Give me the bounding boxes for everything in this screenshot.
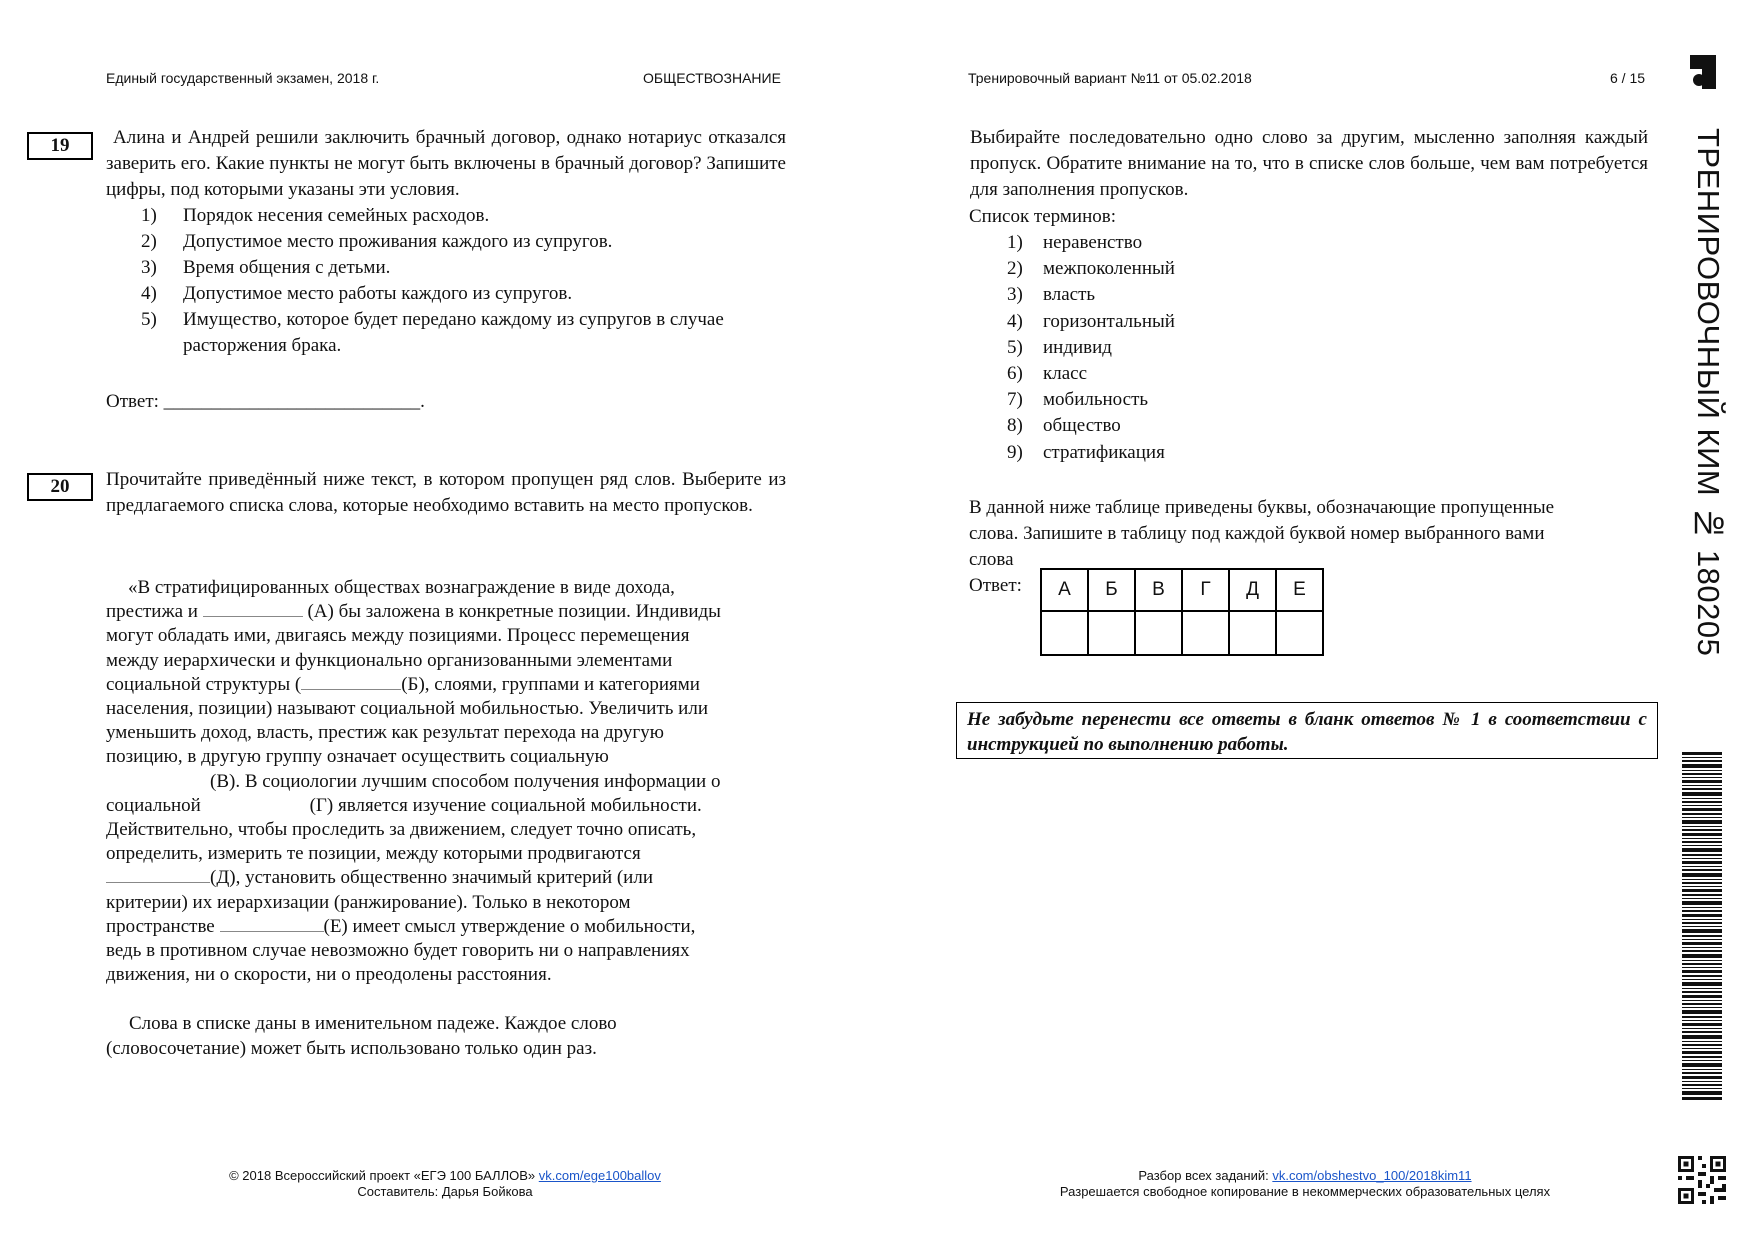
footer-left [205,1168,685,1200]
list-item: 7) мобильность [1007,389,1149,411]
table-instructions-line3: слова [969,549,1014,570]
footer-analysis-label: Разбор всех заданий: [1138,1168,1269,1183]
answer-cell[interactable] [1135,611,1182,655]
footer-author: Составитель: Дарья Бойкова [357,1184,533,1199]
letter-cell: Е [1276,569,1323,611]
question-19-text: Алина и Андрей решили заключить брачный договор, однако нотариус отказался заверить его. Какие пункты не могут быть включены в брачный договор? Запишите цифры, под которыми указаны эти условия. [106,127,786,200]
blank-e [220,915,324,932]
question-20-note-line1: Слова в списке даны в именительном падеже. Каждое слово [129,1013,617,1034]
footer-right [1020,1168,1590,1200]
qr-code-icon [1678,1156,1726,1204]
list-item: 8) общество [1007,415,1121,437]
list-item: 4) Допустимое место работы каждого из супругов. [141,283,573,304]
answer-cell[interactable] [1182,611,1229,655]
letter-cell: Д [1229,569,1276,611]
terms-list [1007,230,1407,466]
question-number-20: 20 [27,473,93,501]
list-item: 6) класс [1007,363,1088,385]
letter-cell: А [1041,569,1088,611]
question-20-note-line2: (словосочетание) может быть использовано только один раз. [106,1038,597,1059]
list-item: 4) горизонтальный [1007,310,1175,332]
list-item: 2) межпоколенный [1007,258,1175,280]
letter-cell: Б [1088,569,1135,611]
footer-project-link[interactable]: vk.com/ege100ballov [538,1168,661,1183]
logo-icon [1690,55,1716,89]
header-exam-title: Единый государственный экзамен, 2018 г. [106,70,380,86]
answer-cell[interactable] [1276,611,1323,655]
question-20-passage: «В стратифицированных обществах вознаграждение в виде дохода, престижа и (А) бы заложена в конкретные позиции. Индивиды могут обладать ими, двигаясь между позициями. Процесс перемещения между иерархически и функционально организованными элементами социальной структуры ( (Б), слоями, группами и категориями населения, позиции) называют социальной мобильностью. Увеличить или уменьшить доход, власть, престиж как результат перехода на другую позицию, в другую группу означает осуществить социальную (В). В социологии лучшим способом получения информации о социальной (Г) является изучение социальной мобильности. Действительно, чтобы проследить за движением, следует точно описать, определить, измерить те позиции, между которыми продвигаются (Д), установить общественно значимый критерий (или критерии) их иерархизации (ранжирование). Только в некотором пространстве (Е) имеет смысл утверждение о мобильности, ведь в противном случае невозможно будет говорить ни о направлениях движения, ни о скорости, ни о преодолены расстояния. [106,577,721,986]
side-title: ТРЕНИРОВОЧНЫЙ КИМ № 180205 [1691,128,1726,657]
barcode-icon [1682,752,1722,1100]
list-item: 5) Имущество, которое будет передано каждому из супругов в случае расторжения брака. [141,309,724,356]
list-item: 3) власть [1007,284,1096,306]
answer-label-20: Ответ: [969,575,1022,596]
blank-d [106,866,210,883]
list-item: 5) индивид [1007,336,1112,358]
table-instructions-line2: слова. Запишите в таблицу под каждой буквой номер выбранного вами [969,523,1545,544]
question-19-options [141,203,786,359]
terms-label: Список терминов: [969,206,1116,227]
answer-cell[interactable] [1088,611,1135,655]
answer-cell[interactable] [1041,611,1088,655]
answer-line-19[interactable]: Ответ: ___________________________. [106,391,425,412]
question-number-19: 19 [27,132,93,160]
footer-analysis-link[interactable]: vk.com/obshestvo_100/2018kim11 [1272,1168,1472,1183]
table-instructions-line1: В данной ниже таблице приведены буквы, обозначающие пропущенные [969,497,1555,518]
question-20-intro: Прочитайте приведённый ниже текст, в котором пропущен ряд слов. Выберите из предлагаемого списка слова, которые необходимо вставить на место пропусков. [106,469,786,516]
answer-table-inputs [1041,611,1323,655]
list-item: 2) Допустимое место проживания каждого из супругов. [141,231,613,252]
answer-table [1040,568,1324,656]
blank-a [203,600,303,617]
blank-b [301,673,401,690]
reminder-box: Не забудьте перенести все ответы в бланк ответов № 1 в соответствии с инструкцией по выполнению работы. [956,702,1658,759]
list-item: 1) неравенство [1007,232,1143,253]
answer-cell[interactable] [1229,611,1276,655]
letter-cell: Г [1182,569,1229,611]
list-item: 3) Время общения с детьми. [141,257,391,278]
list-item: 1) Порядок несения семейных расходов. [141,205,490,226]
answer-table-letters [1041,569,1323,611]
header-subject: ОБЩЕСТВОЗНАНИЕ [643,70,781,86]
page-number: 6 / 15 [1610,70,1646,86]
question-20-instructions: Выбирайте последовательно одно слово за другим, мысленно заполняя каждый пропуск. Обратите внимание на то, что в списке слов больше, чем вам потребуется для заполнения пропусков. [970,127,1648,200]
footer-license: Разрешается свободное копирование в некоммерческих образовательных целях [1059,1184,1551,1199]
header-variant: Тренировочный вариант №11 от 05.02.2018 [968,70,1252,86]
list-item: 9) стратификация [1007,441,1165,463]
footer-copyright: © 2018 Всероссийский проект «ЕГЭ 100 БАЛЛОВ» [229,1168,536,1183]
letter-cell: В [1135,569,1182,611]
